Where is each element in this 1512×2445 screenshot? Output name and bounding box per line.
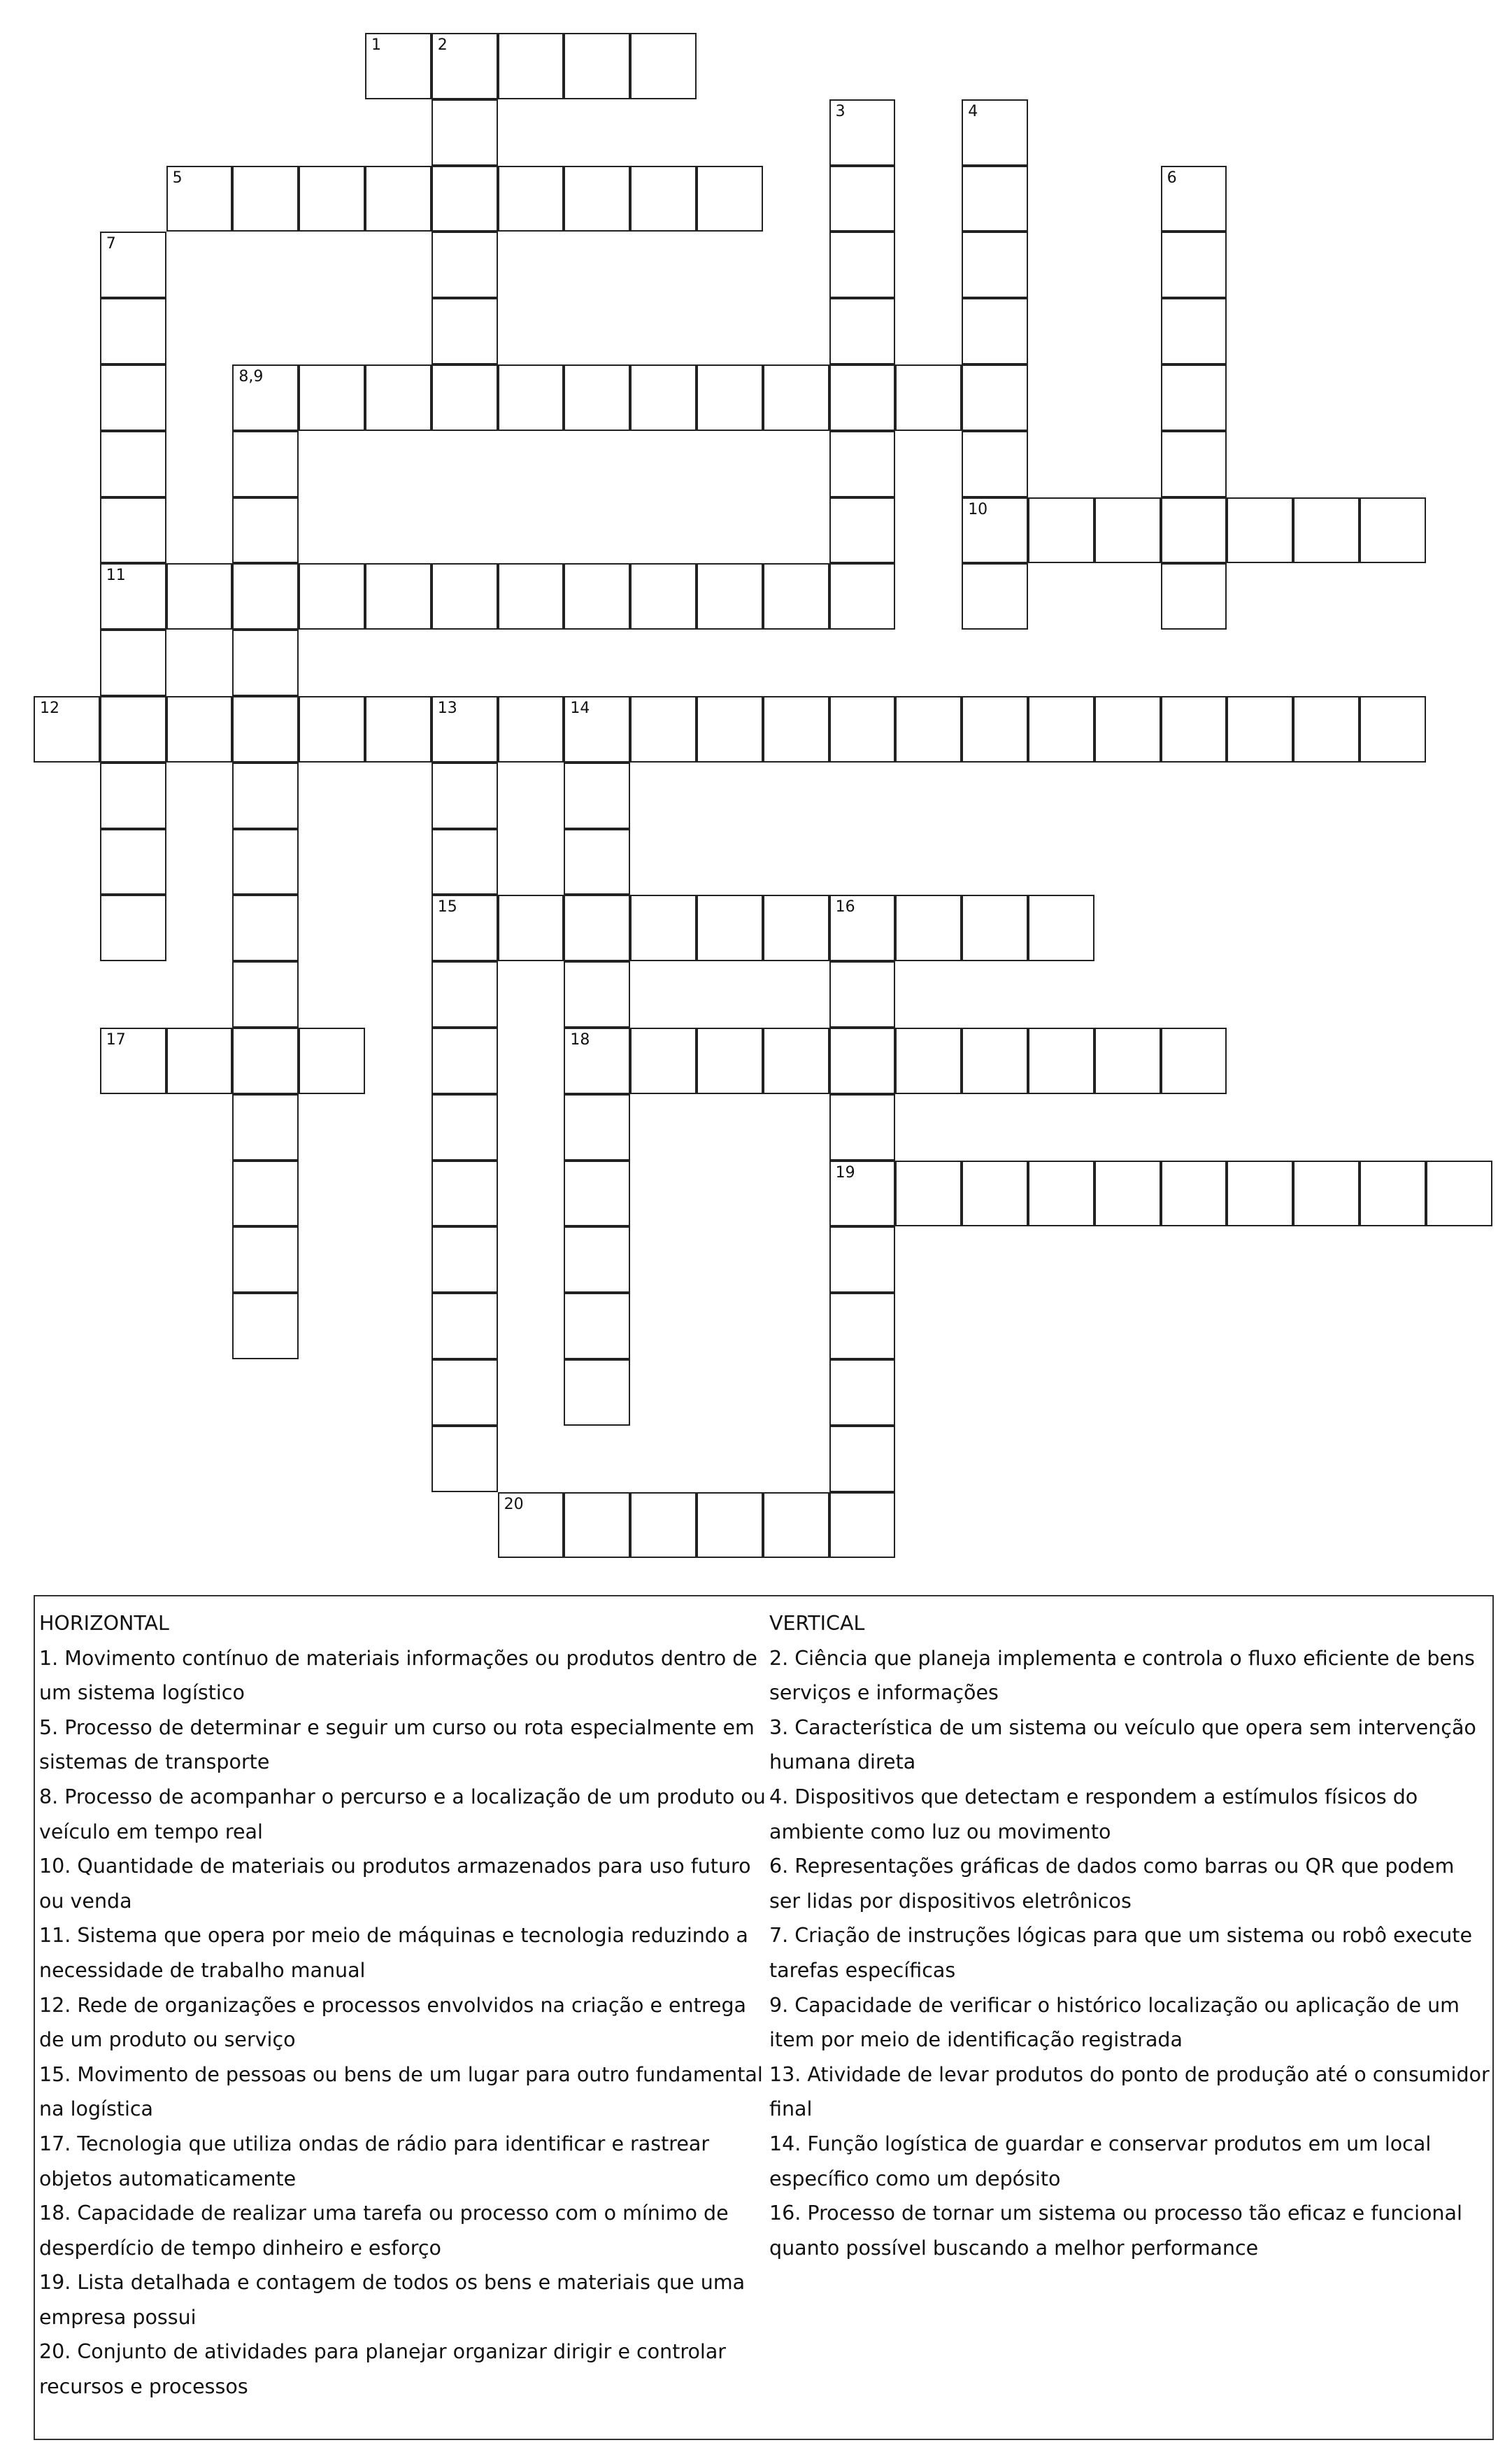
grid-cell[interactable] xyxy=(432,1094,498,1161)
grid-cell[interactable] xyxy=(1227,1161,1293,1227)
vertical-title: VERTICAL xyxy=(769,1612,865,1635)
grid-cell[interactable] xyxy=(829,497,896,564)
grid-cell[interactable] xyxy=(1161,696,1227,763)
clue-number: 11 xyxy=(106,567,126,585)
grid-cell[interactable] xyxy=(564,763,630,829)
grid-cell[interactable] xyxy=(829,1426,896,1492)
vertical-clues xyxy=(769,1606,1490,2265)
grid-cell[interactable] xyxy=(763,895,829,961)
grid-cell[interactable] xyxy=(1161,1028,1227,1094)
grid-cell[interactable] xyxy=(962,99,1028,166)
grid-cell[interactable] xyxy=(1360,1161,1426,1227)
grid-cell[interactable] xyxy=(432,1028,498,1094)
grid-cell[interactable] xyxy=(100,1028,166,1094)
grid-cell[interactable] xyxy=(100,763,166,829)
grid-cell[interactable] xyxy=(498,563,564,630)
grid-cell[interactable] xyxy=(232,1293,299,1359)
grid-cell[interactable] xyxy=(1094,696,1161,763)
grid-cell[interactable] xyxy=(1094,1028,1161,1094)
grid-cell[interactable] xyxy=(166,1028,233,1094)
grid-cell[interactable] xyxy=(962,497,1028,564)
grid-cell[interactable] xyxy=(1161,232,1227,298)
clue-number: 1 xyxy=(371,36,381,54)
clue-vertical: 4. Dispositivos que detectam e respondem a estímulos físicos do ambiente como luz ou movimento xyxy=(769,1785,1418,1843)
horizontal-title: HORIZONTAL xyxy=(39,1612,169,1635)
grid-cell[interactable] xyxy=(498,696,564,763)
grid-cell[interactable] xyxy=(166,563,233,630)
grid-cell[interactable] xyxy=(630,33,697,99)
grid-cell[interactable] xyxy=(962,696,1028,763)
grid-cell[interactable] xyxy=(895,364,962,431)
grid-cell[interactable] xyxy=(100,829,166,895)
grid-cell[interactable] xyxy=(630,364,697,431)
grid-cell[interactable] xyxy=(829,1161,896,1227)
clue-number: 4 xyxy=(968,102,978,120)
grid-cell[interactable] xyxy=(432,298,498,364)
grid-cell[interactable] xyxy=(829,431,896,497)
grid-cell[interactable] xyxy=(895,696,962,763)
grid-cell[interactable] xyxy=(1293,1161,1360,1227)
clue-horizontal: 15. Movimento de pessoas ou bens de um lugar para outro fundamental na logística xyxy=(39,2062,763,2121)
grid-cell[interactable] xyxy=(365,33,432,99)
grid-cell[interactable] xyxy=(432,1293,498,1359)
grid-cell[interactable] xyxy=(962,232,1028,298)
grid-cell[interactable] xyxy=(829,1226,896,1293)
grid-cell[interactable] xyxy=(432,1426,498,1492)
grid-cell[interactable] xyxy=(1161,298,1227,364)
clue-number: 20 xyxy=(504,1495,524,1513)
grid-cell[interactable] xyxy=(1028,696,1094,763)
grid-cell[interactable] xyxy=(498,33,564,99)
grid-cell[interactable] xyxy=(564,563,630,630)
grid-cell[interactable] xyxy=(100,563,166,630)
grid-cell[interactable] xyxy=(1227,696,1293,763)
grid-cell[interactable] xyxy=(232,431,299,497)
clue-number: 3 xyxy=(835,102,846,120)
clue-number: 19 xyxy=(835,1163,855,1182)
grid-cell[interactable] xyxy=(564,1293,630,1359)
grid-cell[interactable] xyxy=(829,166,896,232)
grid-cell[interactable] xyxy=(829,1492,896,1559)
grid-cell[interactable] xyxy=(432,166,498,232)
clue-number: 8,9 xyxy=(238,368,264,385)
grid-cell[interactable] xyxy=(432,1161,498,1227)
grid-cell[interactable] xyxy=(1360,497,1426,564)
grid-cell[interactable] xyxy=(630,895,697,961)
grid-cell[interactable] xyxy=(564,166,630,232)
clue-number: 18 xyxy=(570,1031,590,1049)
grid-cell[interactable] xyxy=(895,1028,962,1094)
grid-cell[interactable] xyxy=(432,895,498,961)
grid-cell[interactable] xyxy=(166,166,233,232)
grid-cell[interactable] xyxy=(1227,497,1293,564)
grid-cell[interactable] xyxy=(564,895,630,961)
grid-cell[interactable] xyxy=(697,696,763,763)
grid-cell[interactable] xyxy=(1028,1028,1094,1094)
clue-horizontal: 19. Lista detalhada e contagem de todos os bens e materiais que uma empresa possui xyxy=(39,2271,746,2329)
grid-cell[interactable] xyxy=(1094,497,1161,564)
grid-cell[interactable] xyxy=(232,763,299,829)
grid-cell[interactable] xyxy=(630,563,697,630)
clue-number: 12 xyxy=(40,700,59,717)
grid-cell[interactable] xyxy=(232,630,299,696)
grid-cell[interactable] xyxy=(962,1028,1028,1094)
grid-cell[interactable] xyxy=(1161,497,1227,564)
grid-cell[interactable] xyxy=(498,895,564,961)
grid-cell[interactable] xyxy=(763,563,829,630)
grid-cell[interactable] xyxy=(630,696,697,763)
grid-cell[interactable] xyxy=(232,696,299,763)
grid-cell[interactable] xyxy=(829,563,896,630)
grid-cell[interactable] xyxy=(432,364,498,431)
grid-cell[interactable] xyxy=(1161,563,1227,630)
grid-cell[interactable] xyxy=(829,232,896,298)
grid-cell[interactable] xyxy=(697,1492,763,1559)
clue-number: 7 xyxy=(106,235,116,253)
clue-horizontal: 10. Quantidade de materiais ou produtos armazenados para uso futuro ou venda xyxy=(39,1855,751,1913)
grid-cell[interactable] xyxy=(299,563,365,630)
grid-cell[interactable] xyxy=(697,895,763,961)
grid-cell[interactable] xyxy=(100,497,166,564)
grid-cell[interactable] xyxy=(763,1028,829,1094)
clue-horizontal: 5. Processo de determinar e seguir um curso ou rota especialmente em sistemas de transporte xyxy=(39,1715,755,1774)
clue-number: 5 xyxy=(172,169,183,187)
grid-cell[interactable] xyxy=(432,961,498,1028)
clue-horizontal: 12. Rede de organizações e processos envolvidos na criação e entrega de um produto ou serviço xyxy=(39,1993,746,2052)
grid-cell[interactable] xyxy=(232,961,299,1028)
grid-cell[interactable] xyxy=(34,696,100,763)
clue-vertical: 13. Atividade de levar produtos do ponto de produção até o consumidor final xyxy=(769,2062,1490,2121)
grid-cell[interactable] xyxy=(564,696,630,763)
horizontal-clues xyxy=(39,1606,766,2404)
clues-box xyxy=(34,1595,1494,2440)
grid-cell[interactable] xyxy=(1161,1161,1227,1227)
grid-cell[interactable] xyxy=(829,364,896,431)
clue-vertical: 3. Característica de um sistema ou veículo que opera sem intervenção humana direta xyxy=(769,1715,1476,1774)
grid-cell[interactable] xyxy=(697,364,763,431)
grid-cell[interactable] xyxy=(1161,364,1227,431)
grid-cell[interactable] xyxy=(232,1028,299,1094)
clue-horizontal: 18. Capacidade de realizar uma tarefa ou processo com o mínimo de desperdício de tempo dinheiro e esforço xyxy=(39,2202,729,2260)
grid-cell[interactable] xyxy=(564,1359,630,1426)
clue-horizontal: 8. Processo de acompanhar o percurso e a localização de um produto ou veículo em tempo real xyxy=(39,1785,766,1843)
grid-cell[interactable] xyxy=(100,232,166,298)
clue-number: 14 xyxy=(570,700,590,717)
grid-cell[interactable] xyxy=(564,33,630,99)
grid-cell[interactable] xyxy=(829,99,896,166)
grid-cell[interactable] xyxy=(299,696,365,763)
grid-cell[interactable] xyxy=(630,1492,697,1559)
clue-vertical: 9. Capacidade de verificar o histórico localização ou aplicação de um item por meio de identificação registrada xyxy=(769,1993,1460,2052)
grid-cell[interactable] xyxy=(432,1359,498,1426)
grid-cell[interactable] xyxy=(564,364,630,431)
grid-cell[interactable] xyxy=(697,1028,763,1094)
grid-cell[interactable] xyxy=(232,364,299,431)
grid-cell[interactable] xyxy=(299,364,365,431)
grid-cell[interactable] xyxy=(1360,696,1426,763)
grid-cell[interactable] xyxy=(100,298,166,364)
grid-cell[interactable] xyxy=(432,99,498,166)
grid-cell[interactable] xyxy=(365,563,432,630)
grid-cell[interactable] xyxy=(100,431,166,497)
grid-cell[interactable] xyxy=(1028,1161,1094,1227)
grid-cell[interactable] xyxy=(829,696,896,763)
grid-cell[interactable] xyxy=(962,364,1028,431)
grid-cell[interactable] xyxy=(763,364,829,431)
clue-vertical: 2. Ciência que planeja implementa e controla o fluxo eficiente de bens serviços e informações xyxy=(769,1646,1475,1705)
grid-cell[interactable] xyxy=(1028,497,1094,564)
grid-cell[interactable] xyxy=(498,166,564,232)
grid-cell[interactable] xyxy=(962,1161,1028,1227)
grid-cell[interactable] xyxy=(1028,895,1094,961)
grid-cell[interactable] xyxy=(232,1226,299,1293)
grid-cell[interactable] xyxy=(895,895,962,961)
clue-number: 15 xyxy=(437,898,457,916)
grid-cell[interactable] xyxy=(564,961,630,1028)
grid-cell[interactable] xyxy=(432,763,498,829)
grid-cell[interactable] xyxy=(829,1028,896,1094)
clue-number: 10 xyxy=(968,500,988,518)
grid-cell[interactable] xyxy=(100,364,166,431)
grid-cell[interactable] xyxy=(432,232,498,298)
clue-vertical: 6. Representações gráficas de dados como barras ou QR que podem ser lidas por dispositivos eletrônicos xyxy=(769,1855,1455,1913)
grid-cell[interactable] xyxy=(432,829,498,895)
grid-cell[interactable] xyxy=(1426,1161,1492,1227)
grid-cell[interactable] xyxy=(763,696,829,763)
grid-cell[interactable] xyxy=(962,166,1028,232)
grid-cell[interactable] xyxy=(829,895,896,961)
clue-number: 17 xyxy=(106,1031,126,1049)
grid-cell[interactable] xyxy=(697,166,763,232)
grid-cell[interactable] xyxy=(232,497,299,564)
grid-cell[interactable] xyxy=(432,696,498,763)
grid-cell[interactable] xyxy=(1161,166,1227,232)
grid-cell[interactable] xyxy=(763,1492,829,1559)
grid-cell[interactable] xyxy=(498,364,564,431)
grid-cell[interactable] xyxy=(166,696,233,763)
grid-cell[interactable] xyxy=(498,1492,564,1559)
clue-horizontal: 11. Sistema que opera por meio de máquinas e tecnologia reduzindo a necessidade de trabalho manual xyxy=(39,1924,748,1982)
clue-vertical: 7. Criação de instruções lógicas para que um sistema ou robô execute tarefas específicas xyxy=(769,1924,1473,1982)
clue-number: 2 xyxy=(437,36,448,54)
grid-cell[interactable] xyxy=(365,364,432,431)
grid-cell[interactable] xyxy=(697,563,763,630)
grid-cell[interactable] xyxy=(232,1094,299,1161)
clue-horizontal: 17. Tecnologia que utiliza ondas de rádio para identificar e rastrear objetos automaticamente xyxy=(39,2132,710,2190)
grid-cell[interactable] xyxy=(564,829,630,895)
grid-cell[interactable] xyxy=(564,1492,630,1559)
grid-cell[interactable] xyxy=(564,1094,630,1161)
grid-cell[interactable] xyxy=(365,166,432,232)
grid-cell[interactable] xyxy=(564,1028,630,1094)
grid-cell[interactable] xyxy=(564,1226,630,1293)
grid-cell[interactable] xyxy=(829,298,896,364)
clue-number: 16 xyxy=(835,898,855,916)
grid-cell[interactable] xyxy=(232,166,299,232)
clue-horizontal: 20. Conjunto de atividades para planejar organizar dirigir e controlar recursos e processos xyxy=(39,2340,727,2399)
grid-cell[interactable] xyxy=(962,895,1028,961)
grid-cell[interactable] xyxy=(962,563,1028,630)
grid-cell[interactable] xyxy=(100,630,166,696)
grid-cell[interactable] xyxy=(232,895,299,961)
grid-cell[interactable] xyxy=(829,1094,896,1161)
grid-cell[interactable] xyxy=(630,166,697,232)
grid-cell[interactable] xyxy=(829,1359,896,1426)
grid-cell[interactable] xyxy=(564,1161,630,1227)
grid-cell[interactable] xyxy=(100,696,166,763)
clue-horizontal: 1. Movimento contínuo de materiais informações ou produtos dentro de um sistema logístico xyxy=(39,1646,757,1705)
grid-cell[interactable] xyxy=(1161,431,1227,497)
clue-vertical: 14. Função logística de guardar e conservar produtos em um local específico como um depósito xyxy=(769,2132,1432,2190)
grid-cell[interactable] xyxy=(829,1293,896,1359)
grid-cell[interactable] xyxy=(100,895,166,961)
grid-cell[interactable] xyxy=(962,298,1028,364)
grid-cell[interactable] xyxy=(232,1161,299,1227)
clue-number: 6 xyxy=(1167,169,1177,187)
clue-number: 13 xyxy=(437,700,457,717)
grid-cell[interactable] xyxy=(365,696,432,763)
clue-vertical: 16. Processo de tornar um sistema ou processo tão eficaz e funcional quanto possível buscando a melhor performance xyxy=(769,2202,1462,2260)
grid-cell[interactable] xyxy=(630,1028,697,1094)
grid-cell[interactable] xyxy=(432,33,498,99)
grid-cell[interactable] xyxy=(829,961,896,1028)
grid-cell[interactable] xyxy=(962,431,1028,497)
grid-cell[interactable] xyxy=(299,1028,365,1094)
grid-cell[interactable] xyxy=(1293,696,1360,763)
grid-cell[interactable] xyxy=(1293,497,1360,564)
grid-cell[interactable] xyxy=(432,1226,498,1293)
grid-cell[interactable] xyxy=(1094,1161,1161,1227)
grid-cell[interactable] xyxy=(232,829,299,895)
grid-cell[interactable] xyxy=(232,563,299,630)
grid-cell[interactable] xyxy=(432,563,498,630)
grid-cell[interactable] xyxy=(299,166,365,232)
grid-cell[interactable] xyxy=(895,1161,962,1227)
